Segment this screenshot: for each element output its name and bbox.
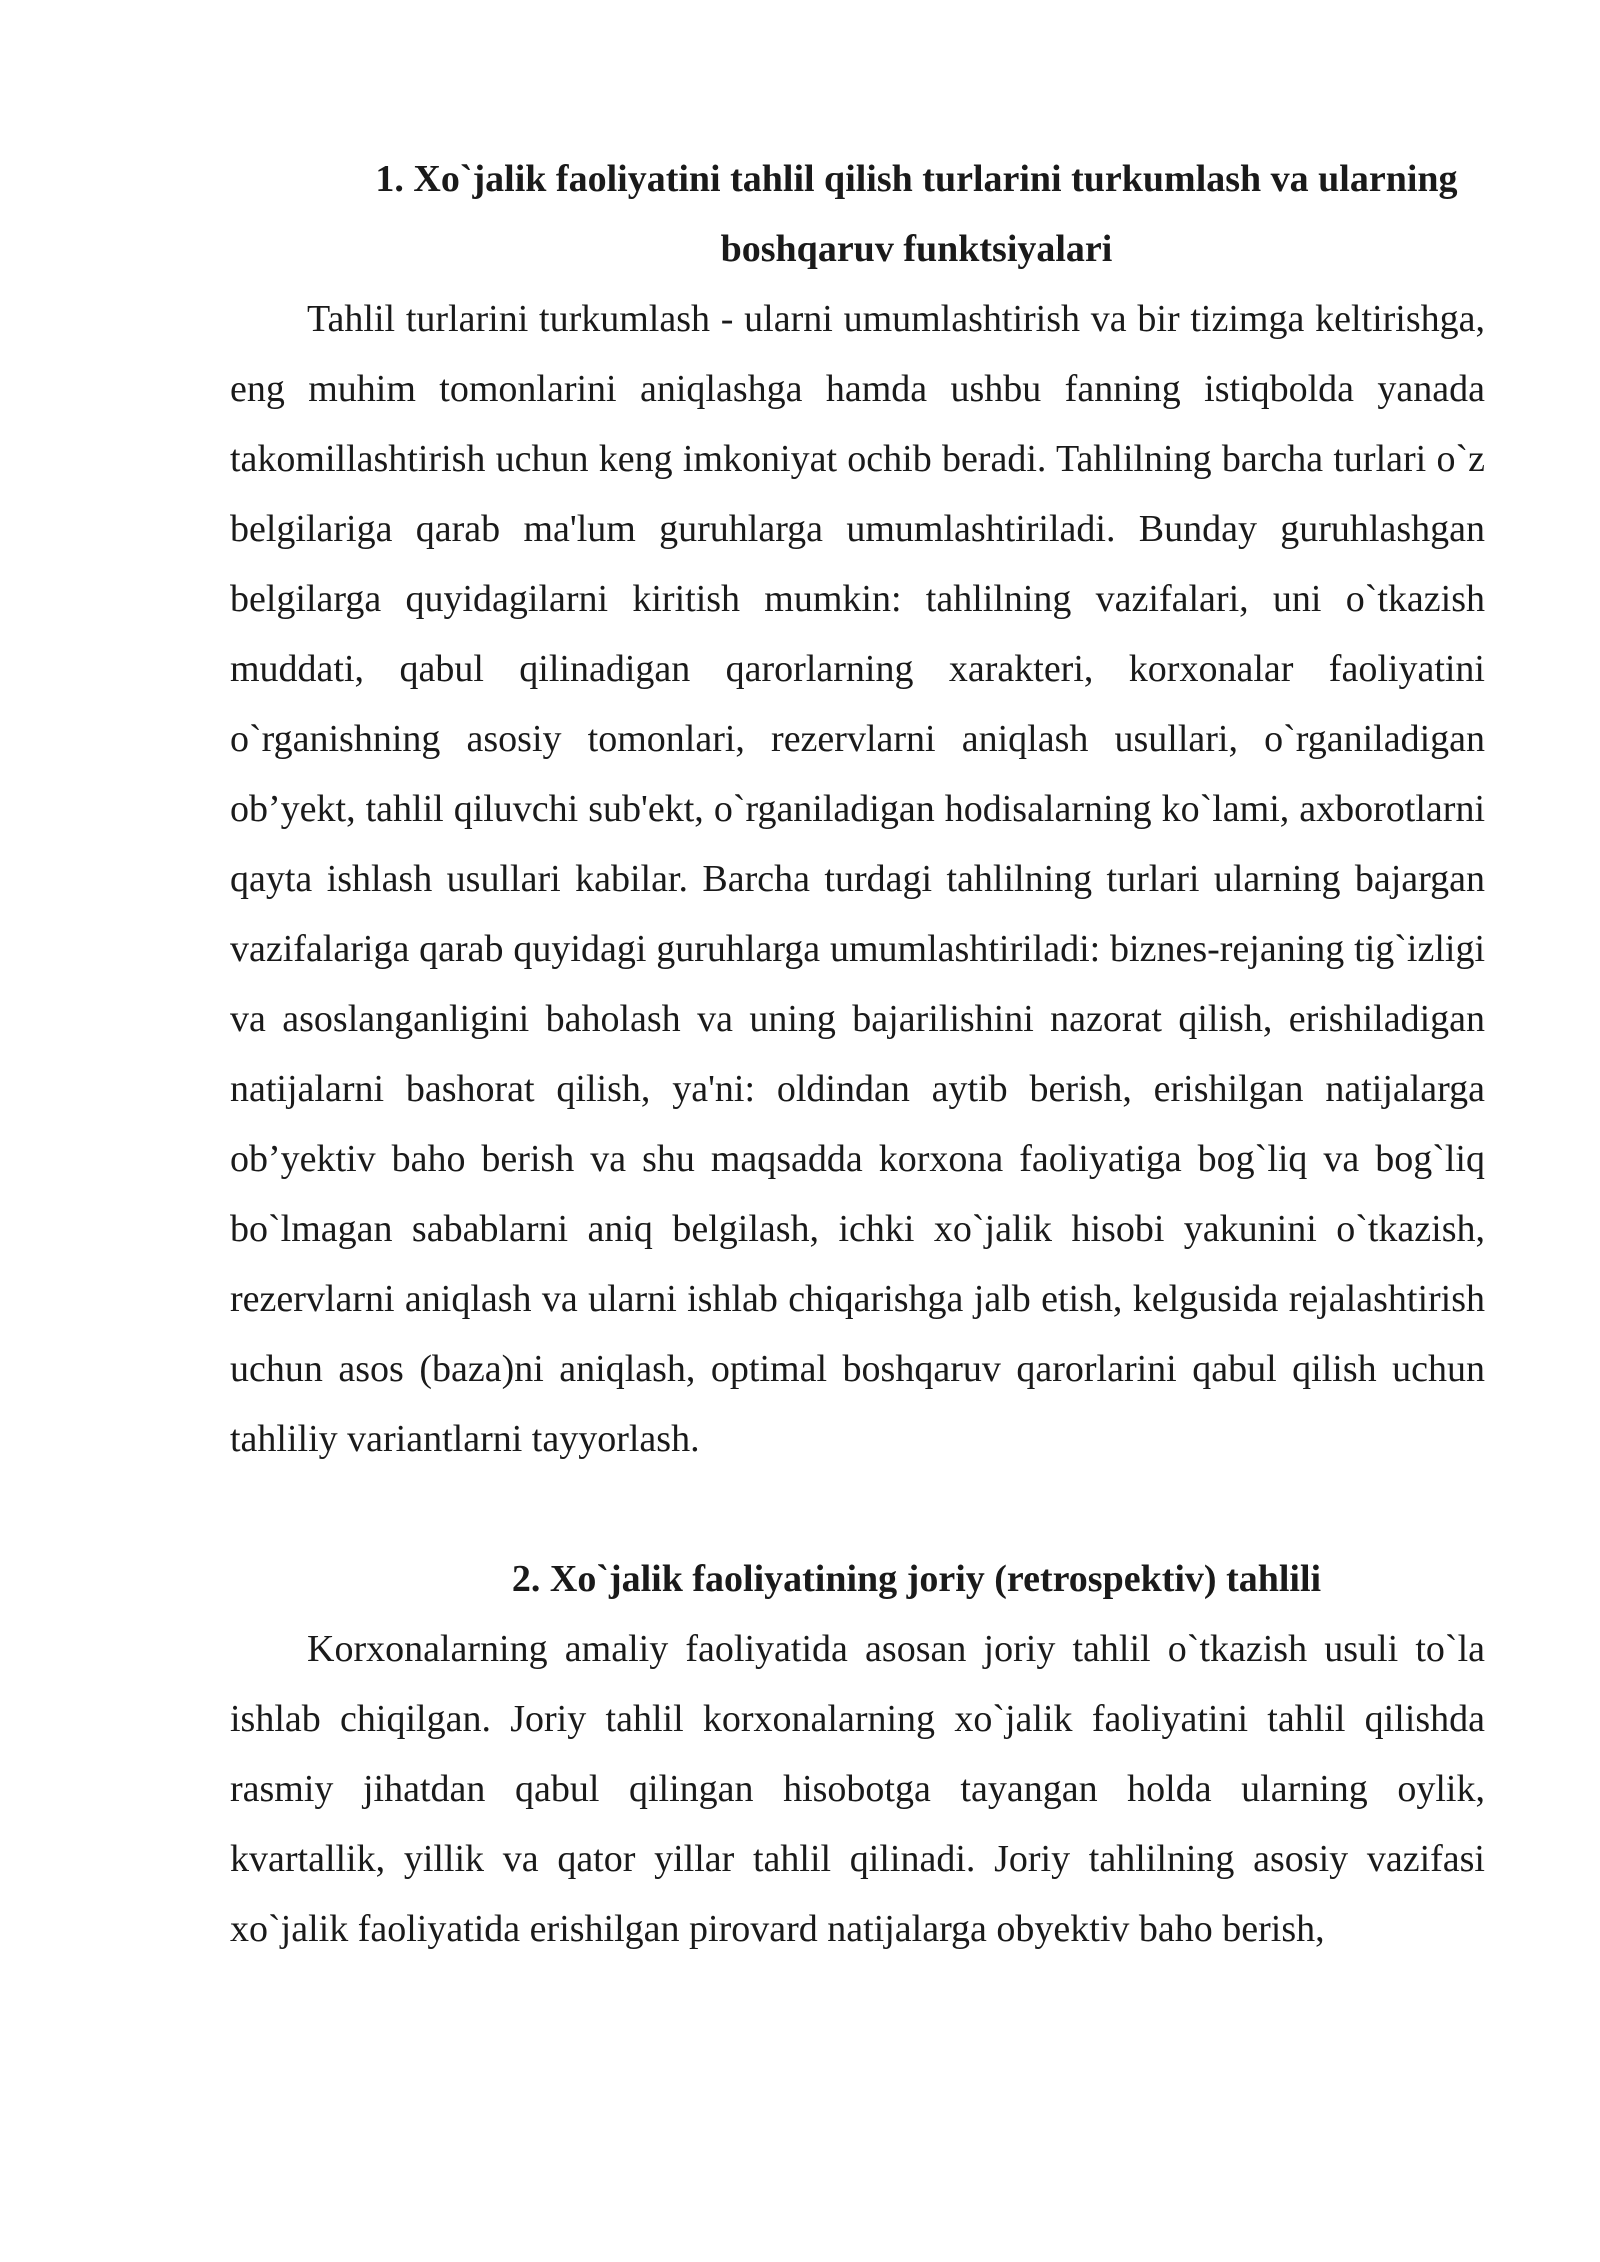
- document-page: [230, 144, 1485, 1964]
- section-1-heading: 1. Xo`jalik faoliyatini tahlil qilish turlarini turkumlash va ularning boshqaruv funktsiyalari: [375, 158, 1458, 270]
- section-2-paragraph: Korxonalarning amaliy faoliyatida asosan joriy tahlil o`tkazish usuli to`la ishlab chiqilgan. Joriy tahlil korxonalarning xo`jalik faoliyatini tahlil qilishda rasmiy jihatdan qabul qilingan hisobotga tayangan holda ularning oylik, kvartallik, yillik va qator yillar tahlil qilinadi. Joriy tahlilning asosiy vazifasi xo`jalik faoliyatida erishilgan pirovard natijalarga obyektiv baho berish,: [230, 1628, 1485, 1950]
- section-1-paragraph: Tahlil turlarini turkumlash - ularni umumlashtirish va bir tizimga keltirishga, eng muhim tomonlarini aniqlashga hamda ushbu fanning istiqbolda yanada takomillashtirish uchun keng imkoniyat ochib beradi. Tahlilning barcha turlari o`z belgilariga qarab ma'lum guruhlarga umumlashtiriladi. Bunday guruhlashgan belgilarga quyidagilarni kiritish mumkin: tahlilning vazifalari, uni o`tkazish muddati, qabul qilinadigan qarorlarning xarakteri, korxonalar faoliyatini o`rganishning asosiy tomonlari, rezervlarni aniqlash usullari, o`rganiladigan ob’yekt, tahlil qiluvchi sub'ekt, o`rganiladigan hodisalarning ko`lami, axborotlarni qayta ishlash usullari kabilar. Barcha turdagi tahlilning turlari ularning bajargan vazifalariga qarab quyidagi guruhlarga umumlashtiriladi: biznes-rejaning tig`izligi va asoslanganligini baholash va uning bajarilishini nazorat qilish, erishiladigan natijalarni bashorat qilish, ya'ni: oldindan aytib berish, erishilgan natijalarga ob’yektiv baho berish va shu maqsadda korxona faoliyatiga bog`liq va bog`liq bo`lmagan sabablarni aniq belgilash, ichki xo`jalik hisobi yakunini o`tkazish, rezervlarni aniqlash va ularni ishlab chiqarishga jalb etish, kelgusida rejalashtirish uchun asos (baza)ni aniqlash, optimal boshqaruv qarorlarini qabul qilish uchun tahliliy variantlarni tayyorlash.: [230, 298, 1485, 1460]
- section-2-heading: 2. Xo`jalik faoliyatining joriy (retrospektiv) tahlili: [511, 1558, 1322, 1600]
